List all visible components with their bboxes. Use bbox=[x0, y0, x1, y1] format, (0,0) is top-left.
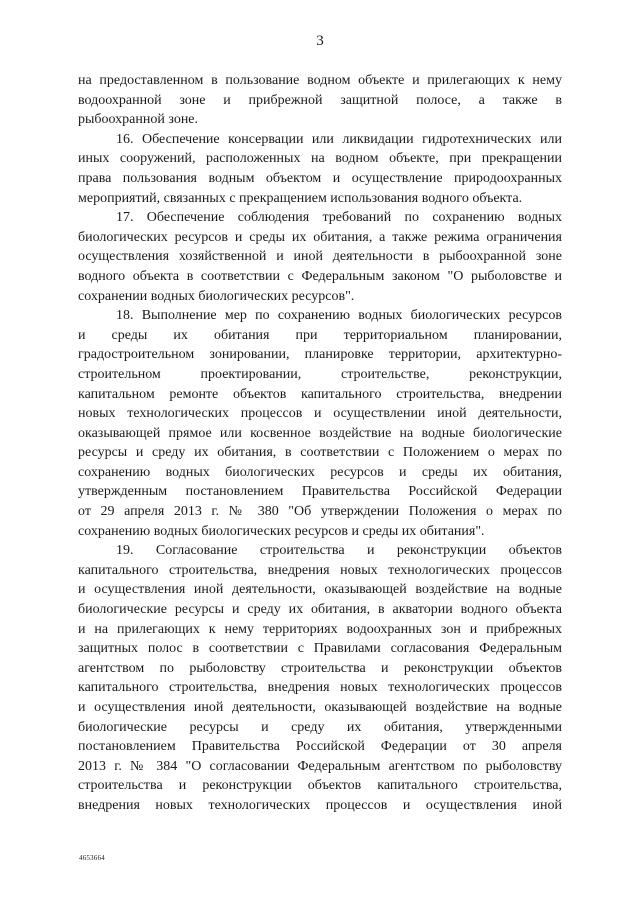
text-line: градостроительном зонировании, планировке территории, архитектурно- bbox=[78, 347, 562, 363]
text-line: внедрения новых технологических процессов и осуществления иной bbox=[78, 797, 562, 813]
text-line: 18. Выполнение мер по сохранению водных биологических ресурсов bbox=[116, 308, 562, 324]
text-line: 17. Обеспечение соблюдения требований по сохранению водных bbox=[116, 210, 562, 226]
text-line: сохранении водных биологических ресурсов". bbox=[78, 288, 355, 304]
text-line: рыбоохранной зоне. bbox=[78, 112, 199, 128]
text-line: защитных полос в соответствии с Правилами согласования Федеральным bbox=[78, 641, 562, 657]
text-line: ресурсы и среду их обитания, в соответствии с Положением о мерах по bbox=[78, 445, 562, 461]
text-line: новых технологических процессов и осуществлении иной деятельности, bbox=[78, 406, 562, 422]
text-line: на предоставленном в пользование водном объекте и прилегающих к нему bbox=[78, 73, 562, 88]
text-line: права пользования водным объектом и осуществление природоохранных bbox=[78, 170, 562, 186]
text-line: водного объекта в соответствии с Федеральным законом "О рыболовстве и bbox=[78, 268, 562, 284]
text-line: 2013 г. № 384 "О согласовании Федеральным агентством по рыболовству bbox=[78, 758, 562, 774]
text-line: водоохранной зоне и прибрежной защитной полосе, а также в bbox=[78, 92, 562, 108]
text-line: биологических ресурсов и среды их обитания, а также режима ограничения bbox=[78, 229, 562, 245]
text-line: 19. Согласование строительства и реконструкции объектов bbox=[116, 543, 562, 559]
document-body bbox=[78, 71, 562, 816]
text-line: капитального строительства, внедрения новых технологических процессов bbox=[78, 562, 562, 578]
page-number: 3 bbox=[316, 33, 324, 49]
text-line: оказывающей прямое или косвенное воздействие на водные биологические bbox=[78, 425, 562, 441]
text-line: иных сооружений, расположенных на водном объекте, при прекращении bbox=[78, 151, 562, 167]
text-line: биологические ресурсы и среду их обитания, утвержденными bbox=[78, 719, 562, 735]
document-code: 4653664 bbox=[79, 854, 105, 862]
text-line: и среды их обитания при территориальном планировании, bbox=[78, 327, 562, 343]
text-line: утвержденным постановлением Правительства Российской Федерации bbox=[78, 484, 562, 500]
text-line: агентством по рыболовству строительства и реконструкции объектов bbox=[78, 660, 562, 676]
text-line: и на прилегающих к нему территориях водоохранных зон и прибрежных bbox=[78, 621, 562, 637]
text-line: 16. Обеспечение консервации или ликвидации гидротехнических или bbox=[116, 131, 562, 147]
text-line: и осуществления иной деятельности, оказывающей воздействие на водные bbox=[78, 582, 562, 598]
text-line: сохранению водных биологических ресурсов и среды их обитания, bbox=[78, 464, 562, 480]
text-line: капитального строительства, внедрения новых технологических процессов bbox=[78, 680, 562, 696]
text-line: и осуществления иной деятельности, оказывающей воздействие на водные bbox=[78, 700, 562, 715]
text-line: осуществления хозяйственной и иной деятельности в рыбоохранной зоне bbox=[78, 249, 562, 265]
text-line: сохранению водных биологических ресурсов и среды их обитания". bbox=[78, 523, 485, 539]
text-line: строительства и реконструкции объектов капитального строительства, bbox=[78, 778, 562, 794]
text-line: биологические ресурсы и среду их обитания, в акватории водного объекта bbox=[78, 602, 562, 618]
text-line: мероприятий, связанных с прекращением использования водного объекта. bbox=[78, 190, 523, 206]
text-line: постановлением Правительства Российской Федерации от 30 апреля bbox=[78, 739, 562, 755]
text-line: строительном проектировании, строительстве, реконструкции, bbox=[78, 366, 562, 382]
text-line: капитальном ремонте объектов капитального строительства, внедрении bbox=[78, 386, 562, 402]
text-line: от 29 апреля 2013 г. № 380 "Об утверждении Положения о мерах по bbox=[78, 504, 562, 520]
